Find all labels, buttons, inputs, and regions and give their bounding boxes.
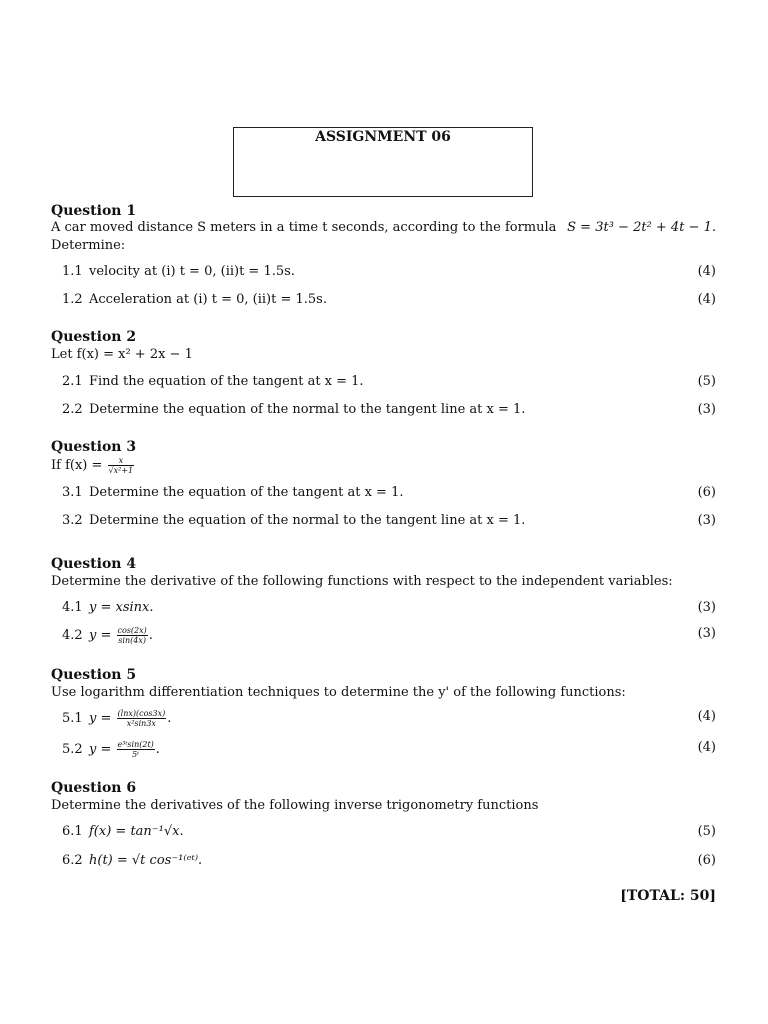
item-2-1: [62, 374, 716, 389]
item-marks: (3): [697, 626, 716, 641]
item-1-1: [62, 264, 716, 279]
fraction-denominator: sin(4x): [118, 636, 146, 645]
item-marks: (4): [697, 292, 716, 307]
item-fraction: [117, 626, 148, 645]
item-prefix: y =: [89, 742, 112, 757]
item-marks: (4): [697, 709, 716, 724]
fraction-denominator: 5ᵗ: [132, 750, 140, 759]
item-text: velocity at (i) t = 0, (ii)t = 1.5s.: [89, 264, 295, 279]
item-6-2: [62, 853, 716, 868]
fraction-numerator: (lnx)(cos3x): [117, 709, 166, 718]
item-3-2: [62, 513, 716, 528]
item-number: 2.2: [62, 402, 83, 417]
fraction-numerator: cos(2x): [117, 626, 147, 635]
item-marks: (5): [697, 824, 716, 839]
question-3-prefix: If f(x) =: [51, 458, 103, 473]
item-text: Acceleration at (i) t = 0, (ii)t = 1.5s.: [89, 292, 327, 307]
item-text: Determine the equation of the normal to the tangent line at x = 1.: [89, 513, 526, 528]
item-fraction: [117, 740, 155, 759]
item-text: Determine the equation of the tangent at x = 1.: [89, 485, 404, 500]
fraction-numerator: e³ᵗsin(2t): [117, 740, 154, 749]
item-number: 6.2: [62, 853, 83, 868]
item-2-2: [62, 402, 716, 417]
item-number: 4.1: [62, 600, 83, 615]
question-5-heading: Question 5: [51, 667, 137, 683]
item-prefix: y =: [89, 628, 112, 643]
item-marks: (3): [697, 402, 716, 417]
fraction-denominator: √x²+1: [108, 466, 134, 475]
question-2-heading: Question 2: [51, 329, 137, 345]
question-3-heading: Question 3: [51, 439, 137, 455]
question-1-text: [51, 220, 716, 235]
item-number: 3.1: [62, 485, 83, 500]
item-number: 6.1: [62, 824, 83, 839]
item-text: f(x) = tan⁻¹√x.: [89, 824, 184, 839]
question-6-text: Determine the derivatives of the following inverse trigonometry functions: [51, 798, 539, 813]
item-number: 4.2: [62, 628, 83, 643]
item-text: y = xsinx.: [89, 600, 154, 615]
item-marks: (6): [697, 485, 716, 500]
total-marks: [TOTAL: 50]: [620, 888, 716, 904]
item-marks: (5): [697, 374, 716, 389]
item-1-2: [62, 292, 716, 307]
fraction-numerator: x: [108, 456, 135, 466]
question-5-text: Use logarithm differentiation techniques to determine the y' of the following functions:: [51, 685, 626, 700]
question-6-heading: Question 6: [51, 780, 137, 796]
fraction-denominator: x²sin3x: [126, 719, 156, 728]
item-number: 1.1: [62, 264, 83, 279]
question-1-statement: A car moved distance S meters in a time t seconds, according to the formula: [51, 220, 557, 235]
question-4-heading: Question 4: [51, 556, 137, 572]
item-marks: (4): [697, 740, 716, 755]
item-number: 1.2: [62, 292, 83, 307]
question-3-text: [51, 456, 716, 475]
item-suffix: .: [148, 628, 153, 643]
item-suffix: .: [155, 742, 160, 757]
question-1-formula: S = 3t³ − 2t² + 4t − 1.: [567, 220, 716, 235]
item-text: Determine the equation of the normal to the tangent line at x = 1.: [89, 402, 526, 417]
question-1-determine: Determine:: [51, 238, 126, 253]
question-4-text: Determine the derivative of the following functions with respect to the independent variables:: [51, 574, 673, 589]
item-text: h(t) = √t cos⁻¹⁽ᵉᵗ⁾.: [89, 853, 203, 868]
item-5-1: [62, 709, 716, 728]
item-6-1: [62, 824, 716, 839]
item-prefix: y =: [89, 711, 112, 726]
item-text: Find the equation of the tangent at x = 1.: [89, 374, 364, 389]
assignment-title: ASSIGNMENT 06: [315, 129, 451, 145]
item-number: 2.1: [62, 374, 83, 389]
title-box: [233, 127, 533, 197]
item-marks: (3): [697, 513, 716, 528]
item-4-2: [62, 626, 716, 645]
item-marks: (6): [697, 853, 716, 868]
item-number: 5.1: [62, 711, 83, 726]
item-fraction: [117, 709, 167, 728]
item-5-2: [62, 740, 716, 759]
item-3-1: [62, 485, 716, 500]
item-marks: (3): [697, 600, 716, 615]
item-4-1: [62, 600, 716, 615]
item-suffix: .: [167, 711, 172, 726]
question-3-fraction: [108, 456, 135, 475]
item-number: 3.2: [62, 513, 83, 528]
item-marks: (4): [697, 264, 716, 279]
question-2-text: Let f(x) = x² + 2x − 1: [51, 347, 193, 362]
item-number: 5.2: [62, 742, 83, 757]
question-1-heading: Question 1: [51, 203, 137, 219]
